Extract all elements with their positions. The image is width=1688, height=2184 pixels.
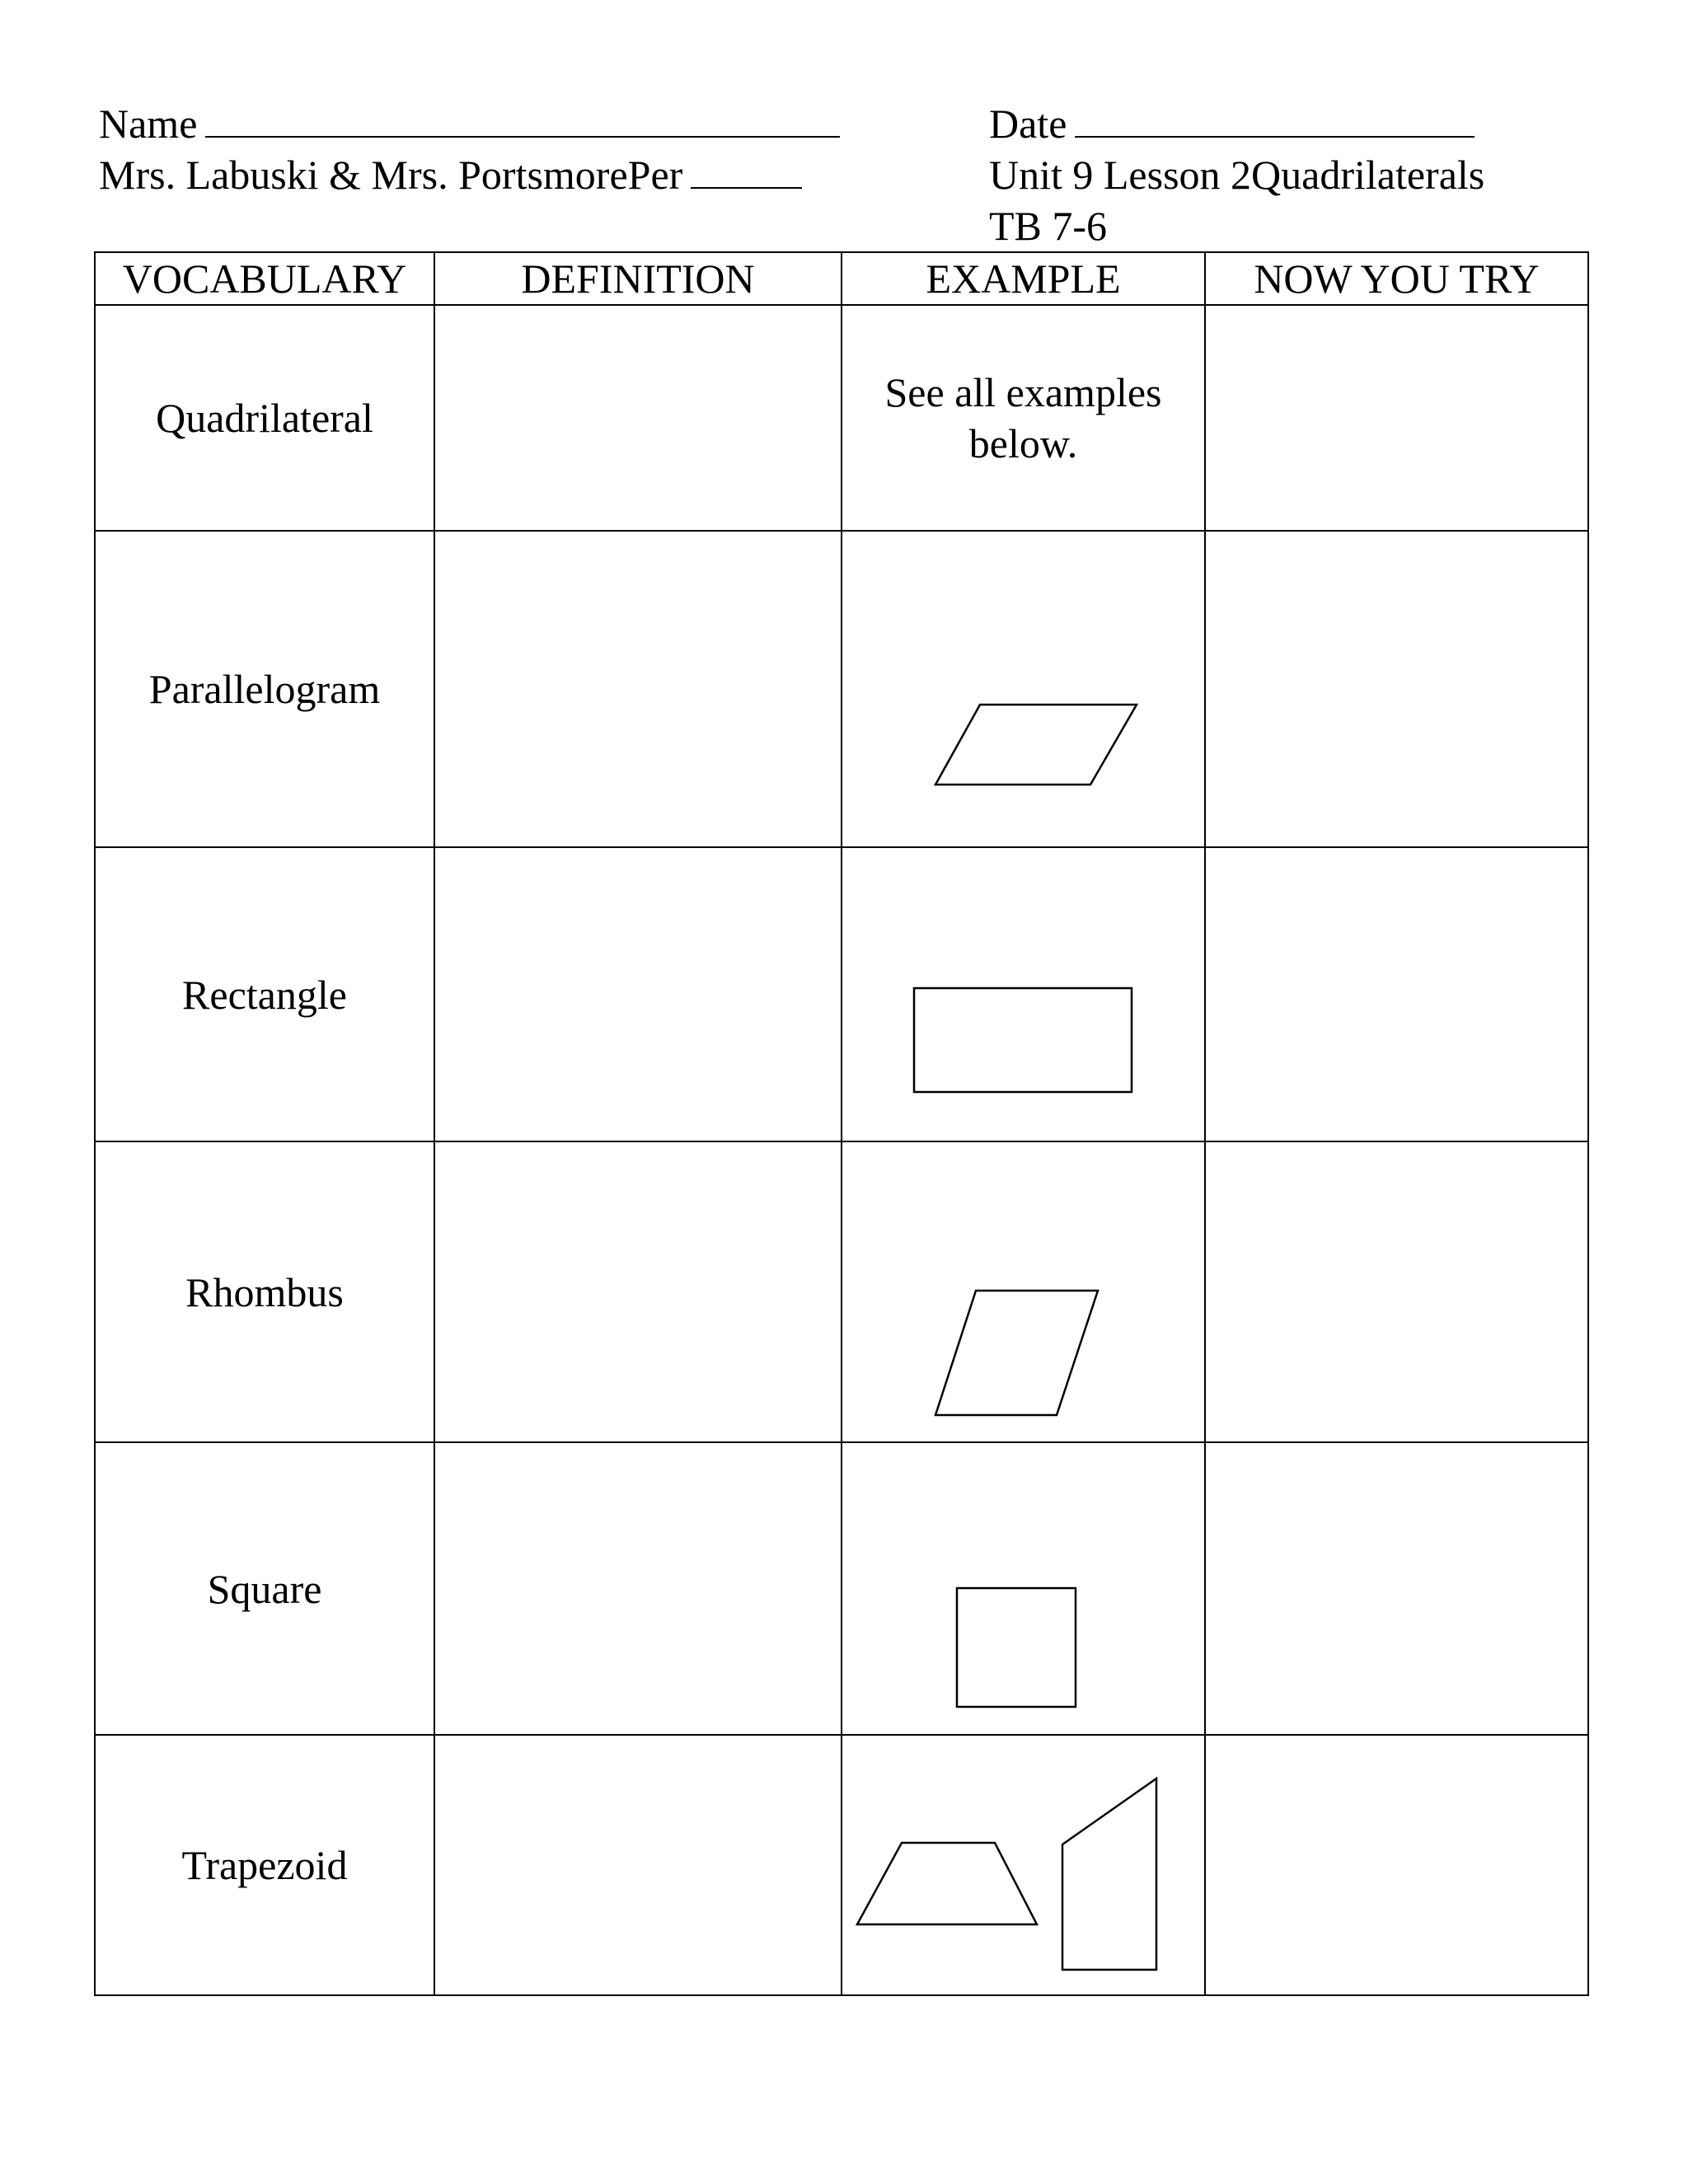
col-header-now-you-try: NOW YOU TRY: [1205, 252, 1588, 305]
term-cell: Rhombus: [95, 1141, 434, 1442]
now-you-try-cell[interactable]: [1205, 1735, 1588, 1995]
example-cell: [842, 1141, 1205, 1442]
term-cell: Trapezoid: [95, 1735, 434, 1995]
name-blank[interactable]: [205, 100, 840, 138]
definition-cell[interactable]: [434, 1141, 842, 1442]
table-row: [95, 1141, 1588, 1442]
date-blank[interactable]: [1075, 100, 1475, 138]
definition-cell[interactable]: [434, 305, 842, 531]
definition-cell[interactable]: [434, 1735, 842, 1995]
parallelogram-icon: [933, 703, 1139, 789]
table-header-row: [95, 252, 1588, 305]
term-cell: Rectangle: [95, 847, 434, 1141]
trapezoid-icon: [855, 1841, 1039, 1929]
col-header-example: EXAMPLE: [842, 252, 1205, 305]
term-cell: Parallelogram: [95, 531, 434, 847]
definition-cell[interactable]: [434, 847, 842, 1141]
now-you-try-cell[interactable]: [1205, 531, 1588, 847]
rectangle-icon: [912, 987, 1135, 1095]
example-cell: [842, 1735, 1205, 1995]
unit-title: Unit 9 Lesson 2Quadrilaterals: [989, 152, 1485, 198]
table-row: [95, 847, 1588, 1141]
table-row: [95, 305, 1588, 531]
period-blank[interactable]: [691, 151, 802, 189]
date-field[interactable]: [989, 99, 1475, 148]
table-row: [95, 531, 1588, 847]
vocabulary-table: [94, 251, 1589, 1996]
col-header-definition: DEFINITION: [434, 252, 842, 305]
col-header-vocabulary: VOCABULARY: [95, 252, 434, 305]
now-you-try-cell[interactable]: [1205, 1442, 1588, 1735]
table-row: [95, 1735, 1588, 1995]
textbook-ref: TB 7-6: [989, 203, 1108, 249]
example-cell: [842, 531, 1205, 847]
term-cell: Square: [95, 1442, 434, 1735]
term-cell: Quadrilateral: [95, 305, 434, 531]
now-you-try-cell[interactable]: [1205, 847, 1588, 1141]
right-trapezoid-icon: [1061, 1777, 1160, 1973]
square-icon: [955, 1586, 1079, 1710]
definition-cell[interactable]: [434, 531, 842, 847]
name-label: Name: [99, 101, 198, 147]
teacher-period-line: [99, 150, 802, 199]
example-note: See all examples below.: [884, 369, 1162, 466]
name-field[interactable]: [99, 99, 840, 148]
example-cell: [842, 1442, 1205, 1735]
now-you-try-cell[interactable]: [1205, 1141, 1588, 1442]
teacher-label: Mrs. Labuski & Mrs. PortsmorePer: [99, 152, 683, 198]
example-cell: [842, 847, 1205, 1141]
now-you-try-cell[interactable]: [1205, 305, 1588, 531]
example-cell: [842, 305, 1205, 531]
definition-cell[interactable]: [434, 1442, 842, 1735]
table-row: [95, 1442, 1588, 1735]
rhombus-icon: [933, 1289, 1102, 1419]
date-label: Date: [989, 101, 1067, 147]
